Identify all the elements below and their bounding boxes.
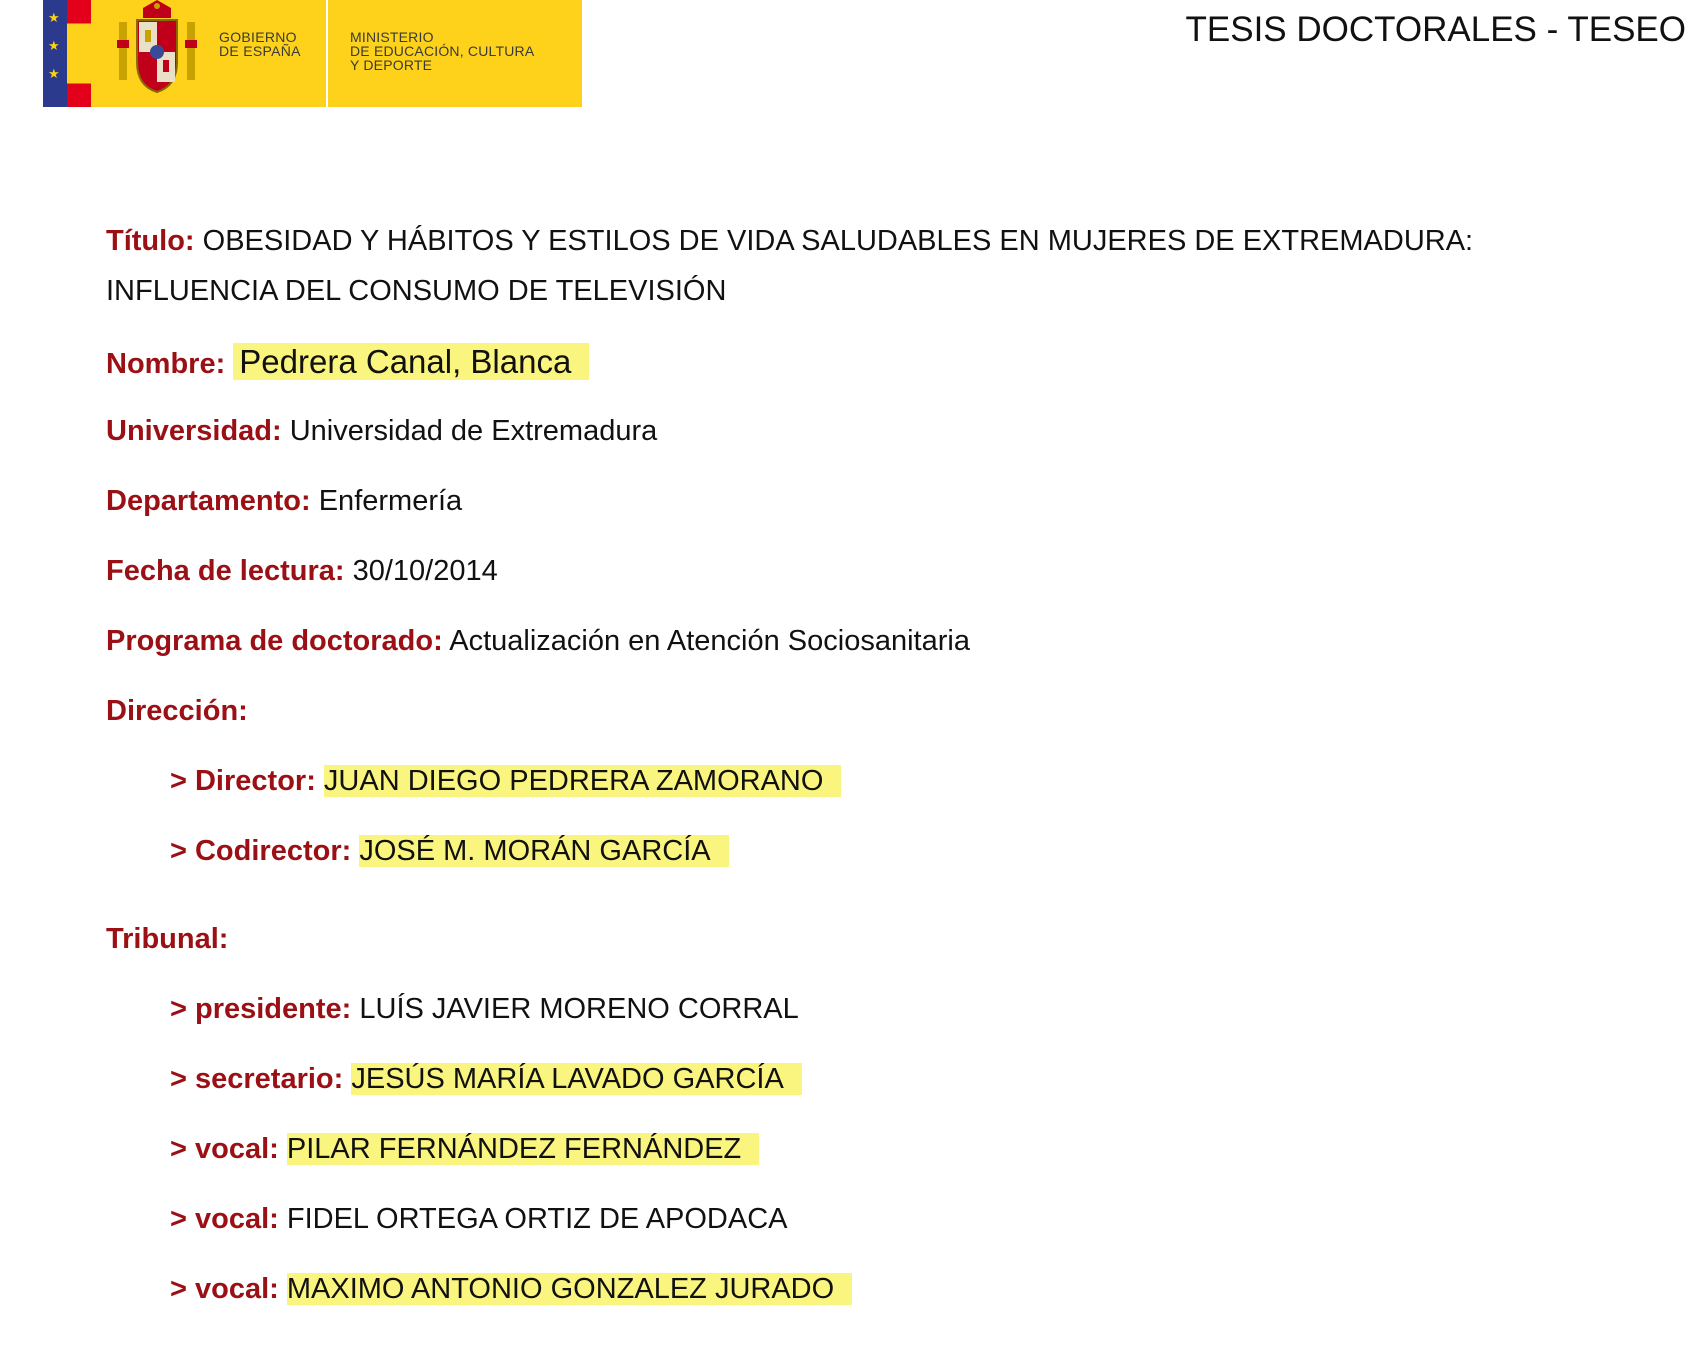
titulo-value: OBESIDAD Y HÁBITOS Y ESTILOS DE VIDA SALUDABLES EN MUJERES DE EXTREMADURA: INFLUENCIA DEL CONSUMO DE TELEVISIÓN [106,225,1474,307]
departamento-label: Departamento: [106,485,311,517]
fecha-row [106,546,498,596]
presidente-label: > presidente: [170,993,352,1025]
vocal-value-1: PILAR FERNÁNDEZ FERNÁNDEZ [287,1133,759,1165]
departamento-value: Enfermería [318,485,463,517]
ministry-text: MINISTERIO DE EDUCACIÓN, CULTURA Y DEPORTE [350,29,535,73]
site-title: TESIS DOCTORALES - TESEO [1185,10,1686,49]
programa-label: Programa de doctorado: [106,625,443,657]
vocal-row-3 [170,1264,852,1314]
director-value: JUAN DIEGO PEDRERA ZAMORANO [324,765,842,797]
departamento-row [106,476,462,526]
director-label: > Director: [170,765,316,797]
direccion-row [106,686,248,736]
vocal-label-3: > vocal: [170,1273,279,1305]
eu-flag-icon: ★ ★ ★ [43,0,67,107]
tribunal-row [106,914,228,964]
presidente-value: LUÍS JAVIER MORENO CORRAL [359,993,799,1025]
vocal-row-2 [170,1194,788,1244]
logo-divider [326,0,328,107]
vocal-row-1 [170,1124,759,1174]
director-row [170,756,841,806]
nombre-row [106,337,589,389]
fecha-value: 30/10/2014 [352,555,498,587]
vocal-value-2: FIDEL ORTEGA ORTIZ DE APODACA [286,1203,788,1235]
spain-flag-stripe [67,0,91,107]
universidad-label: Universidad: [106,415,282,447]
vocal-label-2: > vocal: [170,1203,279,1235]
nombre-label: Nombre: [106,348,226,380]
codirector-row [170,826,729,876]
programa-value: Actualización en Atención Sociosanitaria [449,625,970,657]
secretario-value: JESÚS MARÍA LAVADO GARCÍA [351,1063,801,1095]
codirector-label: > Codirector: [170,835,352,867]
universidad-row [106,406,657,456]
government-logo [43,0,582,107]
secretario-row [170,1054,802,1104]
vocal-label-1: > vocal: [170,1133,279,1165]
programa-row [106,616,970,666]
coat-of-arms-icon [115,0,199,100]
secretario-label: > secretario: [170,1063,344,1095]
nombre-value: Pedrera Canal, Blanca [233,343,589,380]
tribunal-label: Tribunal: [106,923,229,955]
fecha-label: Fecha de lectura: [106,555,345,587]
presidente-row [170,984,799,1034]
direccion-label: Dirección: [106,695,248,727]
titulo-row [106,216,1626,316]
vocal-value-3: MAXIMO ANTONIO GONZALEZ JURADO [287,1273,852,1305]
titulo-label: Título: [106,225,195,257]
codirector-value: JOSÉ M. MORÁN GARCÍA [359,835,728,867]
government-text: GOBIERNO DE ESPAÑA [219,29,301,59]
universidad-value: Universidad de Extremadura [289,415,658,447]
